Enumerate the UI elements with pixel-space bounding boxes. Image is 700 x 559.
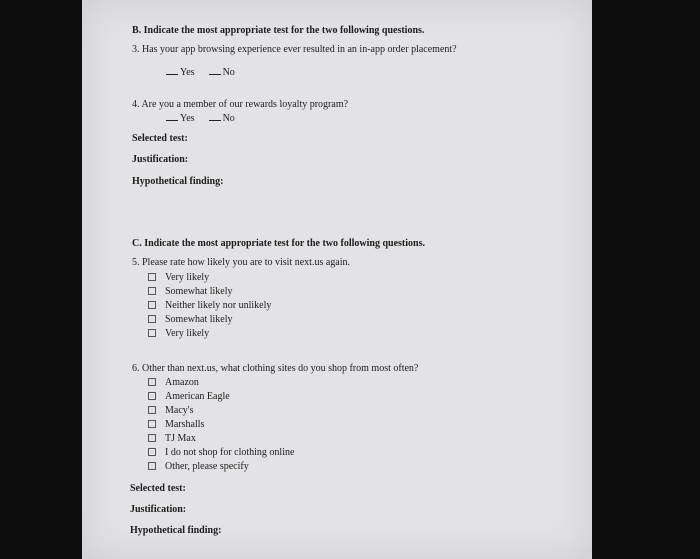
q6-option[interactable]: American Eagle <box>148 392 230 402</box>
checkbox[interactable] <box>148 406 156 414</box>
checkbox[interactable] <box>148 434 156 442</box>
q6-option[interactable]: TJ Max <box>148 434 196 444</box>
q6-option[interactable]: Marshalls <box>148 420 204 430</box>
checkbox[interactable] <box>148 315 156 323</box>
checkbox[interactable] <box>148 378 156 386</box>
blank-line[interactable] <box>209 74 221 75</box>
hypothetical-finding-label: Hypothetical finding: <box>132 176 224 187</box>
question-3-answers <box>166 68 235 78</box>
checkbox[interactable] <box>148 462 156 470</box>
checkbox[interactable] <box>148 420 156 428</box>
answer-no: No <box>222 67 235 78</box>
blank-line[interactable] <box>166 120 178 121</box>
selected-test-label: Selected test: <box>132 133 188 144</box>
checkbox[interactable] <box>148 448 156 456</box>
q6-option[interactable]: Macy's <box>148 406 193 416</box>
answer-yes: Yes <box>180 113 195 124</box>
question-5: 5. Please rate how likely you are to visit next.us again. <box>132 257 351 268</box>
q5-option[interactable]: Somewhat likely <box>148 315 233 325</box>
hypothetical-finding-label: Hypothetical finding: <box>130 525 222 536</box>
q6-option[interactable]: Amazon <box>148 378 199 388</box>
q5-option[interactable]: Very likely <box>148 329 209 339</box>
answer-yes: Yes <box>180 67 195 78</box>
q5-option[interactable]: Neither likely nor unlikely <box>148 301 271 311</box>
question-4: 4. Are you a member of our rewards loyalty program? <box>132 99 349 110</box>
justification-label: Justification: <box>130 504 187 515</box>
question-6: 6. Other than next.us, what clothing sites do you shop from most often? <box>132 363 419 374</box>
blank-line[interactable] <box>166 74 178 75</box>
q5-option[interactable]: Somewhat likely <box>148 287 233 297</box>
q6-option[interactable]: Other, please specify <box>148 462 249 472</box>
section-b-heading: B. Indicate the most appropriate test for the two following questions. <box>132 25 425 36</box>
q5-option[interactable]: Very likely <box>148 273 209 283</box>
question-4-answers <box>166 114 235 124</box>
checkbox[interactable] <box>148 301 156 309</box>
checkbox[interactable] <box>148 329 156 337</box>
checkbox[interactable] <box>148 392 156 400</box>
justification-label: Justification: <box>132 154 189 165</box>
checkbox[interactable] <box>148 273 156 281</box>
blank-line[interactable] <box>209 120 221 121</box>
question-3: 3. Has your app browsing experience ever resulted in an in-app order placement? <box>132 44 457 55</box>
q6-option[interactable]: I do not shop for clothing online <box>148 448 294 458</box>
answer-no: No <box>222 113 235 124</box>
selected-test-label: Selected test: <box>130 483 186 494</box>
checkbox[interactable] <box>148 287 156 295</box>
section-c-heading: C. Indicate the most appropriate test for the two following questions. <box>132 238 425 249</box>
